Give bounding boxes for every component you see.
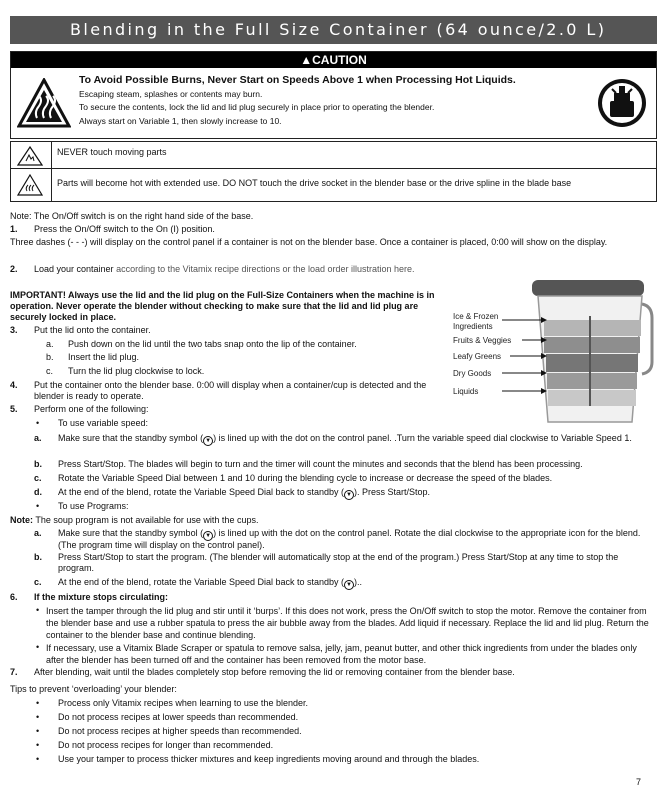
bullet: • — [36, 726, 40, 736]
layer-greens — [546, 354, 638, 372]
label-fruits: Fruits & Veggies — [453, 336, 512, 345]
step-number: 3. — [10, 325, 18, 335]
layer-dry — [547, 373, 637, 389]
warning-text: Parts will become hot with extended use. DO NOT touch the drive socket in the blender base or the drive spline in the blade base — [57, 178, 572, 188]
programs-a-2: ) is lined up with the dot on the control panel. Rotate the dial clockwise to the appropriate icon for the blend. (The program time will display on the control panel). — [58, 528, 641, 550]
tip-item: Process only Vitamix recipes when learning to use the blender. — [58, 698, 308, 708]
variable-d-2: ). Press Start/Stop. — [354, 487, 431, 497]
important-note: IMPORTANT! Always use the lid and the lid plug on the Full-Size Containers when the machine is in operation. Never operate the blender without checking to make sure that the lid and lid plug are securely locked in place. — [10, 290, 435, 322]
sub-letter: c. — [34, 577, 42, 587]
bullet: • — [36, 642, 40, 652]
page-number: 7 — [636, 777, 642, 787]
caution-header — [11, 52, 656, 68]
caution-text — [79, 74, 579, 128]
step-1-text: Press the On/Off switch to the On (I) position. — [34, 224, 215, 234]
step-7-text: After blending, wait until the blades completely stop before removing the lid or removing container from the blender base. — [34, 667, 515, 677]
note-label: Note: — [10, 515, 33, 525]
note-text: The soup program is not available for use with the cups. — [33, 515, 259, 525]
step-2-text — [34, 264, 434, 275]
variable-d — [58, 487, 430, 499]
standby-symbol-icon: ▼ — [203, 436, 213, 446]
bullet: • — [36, 605, 40, 615]
programs-c — [58, 577, 362, 589]
step-2-text-b: according to the Vitamix recipe directions or the load order illustration here. — [113, 264, 415, 274]
programs-heading: To use Programs: — [58, 501, 129, 511]
tips-title: Tips to prevent ‘overloading’ your blender: — [10, 684, 177, 694]
label-liquids: Liquids — [453, 387, 479, 396]
sub-letter: a. — [46, 339, 54, 349]
step-number: 2. — [10, 264, 18, 274]
container-handle — [642, 304, 652, 374]
layer-liquids — [548, 390, 636, 406]
page-title: Blending in the Full Size Container (64 ounce/2.0 L) — [10, 16, 657, 44]
step-number: 7. — [10, 667, 18, 677]
standby-symbol-icon: ▼ — [203, 531, 213, 541]
variable-a — [58, 433, 648, 445]
sub-letter: c. — [34, 473, 42, 483]
sub-letter: b. — [34, 459, 42, 469]
tip-item: Do not process recipes for longer than recommended. — [58, 740, 274, 750]
step-6-bullet: Insert the tamper through the lid plug and stir until it ‘burps’. If this does not work, press the On/Off switch to stop the motor. Remove the container from the blender base and use a rubber spatula to press the air bubble away from the blades. Add liquid if necessary. Replace the lid and lid plug. Return the container to the blender base and continue blending. — [46, 606, 649, 640]
caution-box — [10, 51, 657, 139]
step-number: 5. — [10, 404, 18, 414]
standby-symbol-icon: ▼ — [344, 490, 354, 500]
caution-label: CAUTION — [312, 53, 367, 67]
caution-line: Escaping steam, splashes or contents may burn. — [79, 88, 263, 99]
bullet: • — [36, 712, 40, 722]
step-5-text: Perform one of the following: — [34, 404, 149, 414]
step-number: 1. — [10, 224, 18, 234]
standby-symbol-icon: ▼ — [344, 580, 354, 590]
programs-c-2: ).. — [354, 577, 363, 587]
warning-triangle-icon: ▲ — [300, 53, 313, 67]
tip-item: Do not process recipes at lower speeds than recommended. — [58, 712, 299, 722]
variable-a-1: Make sure that the standby symbol ( — [58, 433, 204, 443]
step-4-text: Put the container onto the blender base. 0:00 will display when a container/cup is detected and the blender is ready to operate. — [34, 380, 427, 401]
step-number: 6. — [10, 592, 18, 602]
tip-item: Do not process recipes at higher speeds than recommended. — [58, 726, 302, 736]
sub-letter: b. — [46, 352, 54, 362]
variable-a-2: ) is lined up with the dot on the control panel. .Turn the variable speed dial clockwise to Variable Speed 1. — [213, 433, 632, 443]
sub-letter: a. — [34, 528, 42, 538]
warning-moving-parts — [10, 141, 657, 169]
hot-surface-icon — [17, 174, 43, 196]
caution-line: To secure the contents, lock the lid and lid plug securely in place prior to operating the blender. — [79, 102, 435, 112]
bullet: • — [36, 754, 40, 764]
container-lid — [532, 280, 644, 296]
step-6-title: If the mixture stops circulating: — [34, 592, 169, 602]
hot-liquid-warning-icon — [17, 78, 71, 128]
step-6-bullet: If necessary, use a Vitamix Blade Scraper or spatula to remove salsa, jelly, jam, peanut butter, and other thick ingredients from under the blades only after the blender has been turned off and the container has been removed from the motor base. — [46, 643, 637, 665]
sub-letter: a. — [34, 433, 42, 443]
lid-plug-icon — [596, 77, 648, 129]
programs-a — [58, 528, 653, 551]
sub-letter: b. — [34, 552, 42, 562]
programs-a-1: Make sure that the standby symbol ( — [58, 528, 204, 538]
label-dry: Dry Goods — [453, 369, 492, 378]
programs-note — [10, 515, 258, 526]
layer-fruits — [544, 337, 640, 353]
variable-heading: To use variable speed: — [58, 418, 149, 428]
warning-icon-cell — [11, 169, 52, 201]
warning-hot-parts — [10, 168, 657, 202]
sub-letter: d. — [34, 487, 42, 497]
step-3-sub: Push down on the lid until the two tabs snap onto the lip of the container. — [68, 339, 357, 349]
programs-b: Press Start/Stop to start the program. (The blender will automatically stop at the end of the program.) Press Start/Stop at any time to stop the program. — [58, 552, 619, 573]
label-greens: Leafy Greens — [453, 352, 502, 361]
step-number: 4. — [10, 380, 18, 390]
sub-letter: c. — [46, 366, 54, 376]
programs-c-1: At the end of the blend, rotate the Variable Speed Dial back to standby ( — [58, 577, 345, 587]
step-3-text: Put the lid onto the container. — [34, 325, 151, 335]
variable-d-1: At the end of the blend, rotate the Variable Speed Dial back to standby ( — [58, 487, 345, 497]
step-3-sub: Insert the lid plug. — [68, 352, 140, 362]
tip-item: Use your tamper to process thicker mixtures and keep ingredients moving around and through the blades. — [58, 754, 480, 764]
bullet: • — [36, 501, 40, 511]
warning-icon-cell — [11, 142, 52, 168]
hand-warning-icon — [17, 146, 43, 166]
note-switch: Note: The On/Off switch is on the right hand side of the base. — [10, 211, 254, 221]
variable-c: Rotate the Variable Speed Dial between 1 and 10 during the blending cycle to increase or decrease the speed of the blades. — [58, 473, 553, 483]
dashes-note: Three dashes (- - -) will display on the control panel if a container is not on the blender base. Once a container is placed, 0:00 will show on the display. — [10, 237, 608, 247]
caution-line: Always start on Variable 1, then slowly increase to 10. — [79, 115, 282, 126]
caution-lead: To Avoid Possible Burns, Never Start on Speeds Above 1 when Processing Hot Liquids. — [79, 74, 516, 86]
diagram-arrows — [500, 310, 550, 400]
label-ice-text: Ice & Frozen Ingredients — [453, 312, 499, 331]
step-3-sub: Turn the lid plug clockwise to lock. — [68, 366, 205, 376]
warning-text: NEVER touch moving parts — [57, 147, 167, 157]
variable-b: Press Start/Stop. The blades will begin to turn and the timer will count the minutes and seconds that the blend has been processing. — [58, 459, 583, 469]
bullet: • — [36, 418, 40, 428]
bullet: • — [36, 698, 40, 708]
bullet: • — [36, 740, 40, 750]
step-2-text-a: Load your container — [34, 264, 114, 274]
layer-ice — [544, 320, 641, 336]
